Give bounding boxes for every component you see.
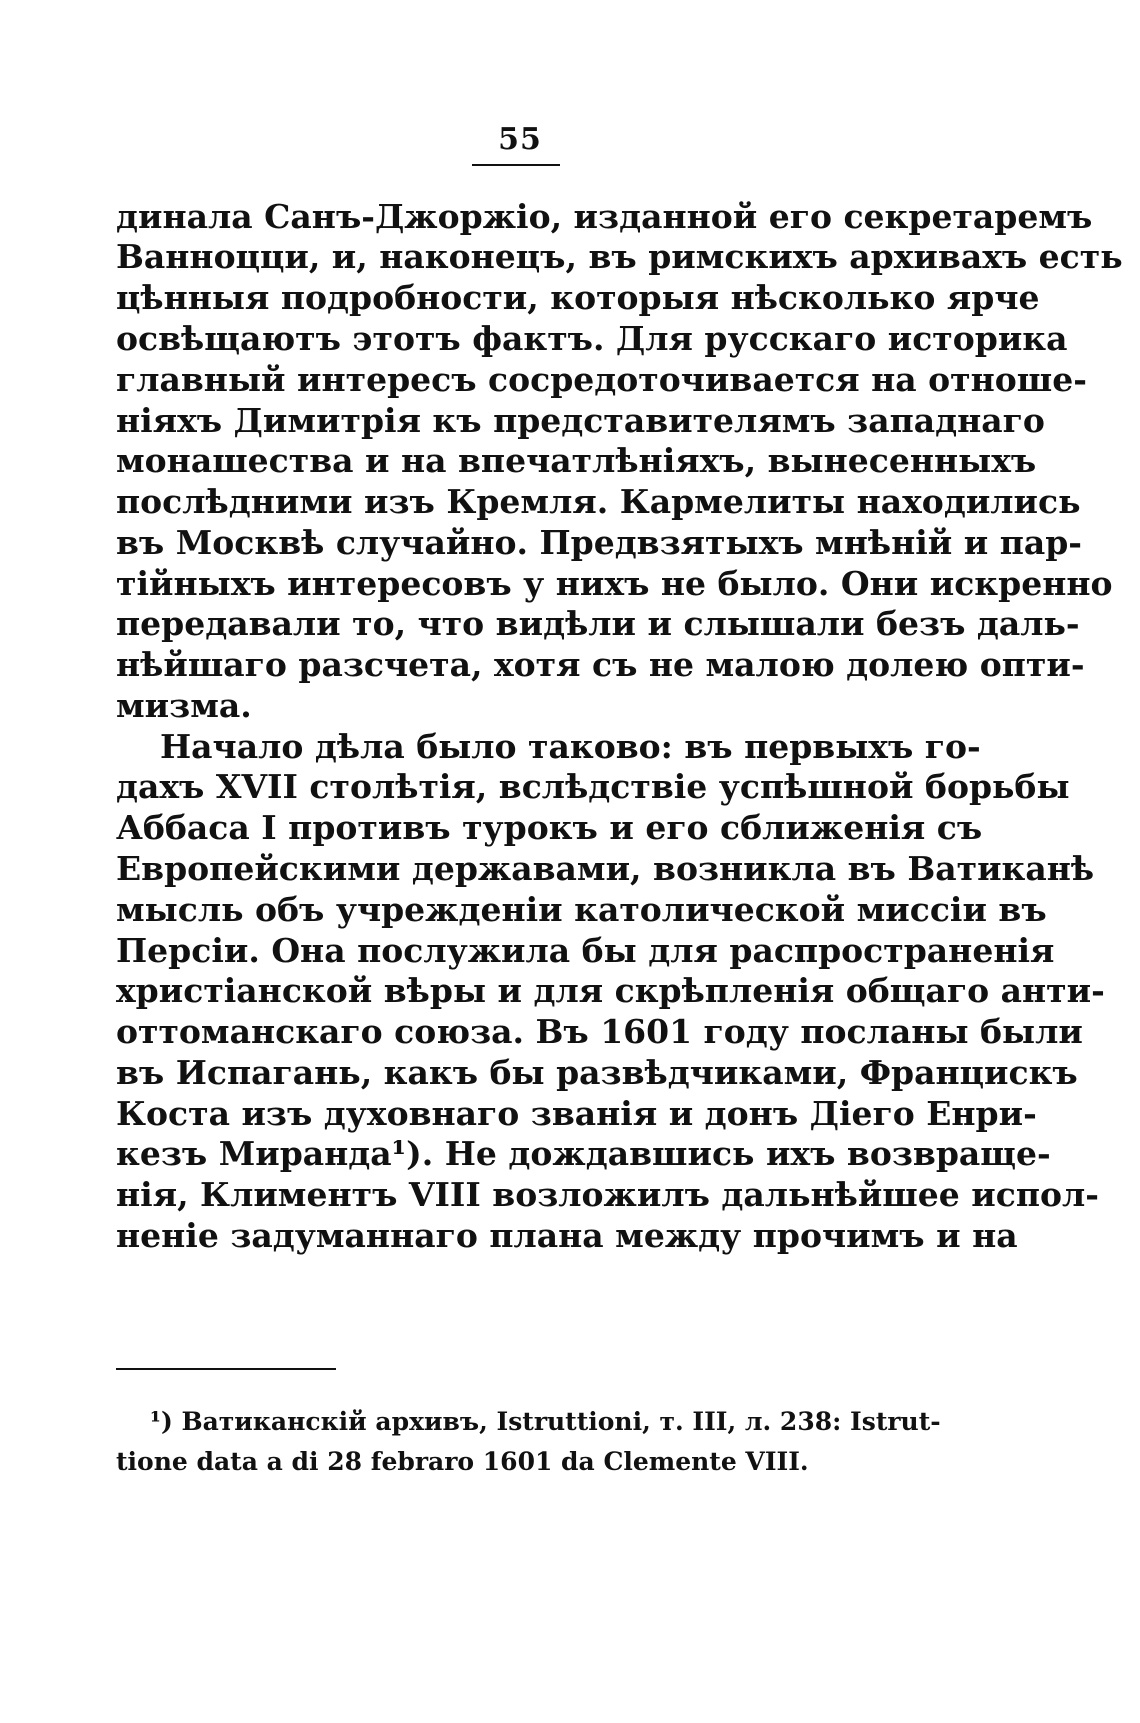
page-number-rule — [472, 164, 560, 166]
footnote-line: ¹) Ватиканскій архивъ, Istruttioni, т. III, л. 238: Istrut- — [150, 1407, 941, 1436]
body-line: тійныхъ интересовъ у нихъ не было. Они искренно — [116, 564, 1113, 603]
page-number: 55 — [498, 122, 542, 157]
body-line: въ Москвѣ случайно. Предвзятыхъ мнѣній и пар- — [116, 523, 1083, 562]
body-line: христіанской вѣры и для скрѣпленія общаго анти- — [116, 971, 1105, 1010]
body-line: цѣнныя подробности, которыя нѣсколько ярче — [116, 278, 1040, 317]
body-line: дахъ XVII столѣтія, вслѣдствіе успѣшной борьбы — [116, 767, 1070, 806]
body-line: мысль объ учрежденіи католической миссіи въ — [116, 890, 1047, 929]
footnote-rule — [116, 1368, 336, 1370]
body-line: нія, Климентъ VIII возложилъ дальнѣйшее испол- — [116, 1175, 1099, 1214]
body-line: Персіи. Она послужила бы для распространенія — [116, 931, 1055, 970]
body-line: кезъ Миранда¹). Не дождавшись ихъ возвраще- — [116, 1134, 1051, 1173]
body-line: передавали то, что видѣли и слышали безъ даль- — [116, 604, 1080, 643]
body-line: послѣдними изъ Кремля. Кармелиты находились — [116, 482, 1081, 521]
body-line: динала Санъ-Джоржіо, изданной его секретаремъ — [116, 197, 1093, 236]
footnote-line: tione data a di 28 febraro 1601 da Clemente VIII. — [116, 1447, 809, 1476]
body-line: Европейскими державами, возникла въ Ватиканѣ — [116, 849, 1095, 888]
body-line: въ Испагань, какъ бы развѣдчиками, Францискъ — [116, 1053, 1078, 1092]
body-line: главный интересъ сосредоточивается на отноше- — [116, 360, 1087, 399]
body-line: монашества и на впечатлѣніяхъ, вынесенныхъ — [116, 441, 1037, 480]
body-line: мизма. — [116, 686, 252, 725]
body-line: оттоманскаго союза. Въ 1601 году посланы были — [116, 1012, 1083, 1051]
body-line: Начало дѣла было таково: въ первыхъ го- — [160, 727, 981, 766]
body-line: ніяхъ Димитрія къ представителямъ западнаго — [116, 401, 1045, 440]
body-line: Коста изъ духовнаго званія и донъ Діего Енри- — [116, 1094, 1037, 1133]
body-line: неніе задуманнаго плана между прочимъ и на — [116, 1216, 1018, 1255]
body-line: Аббаса I противъ турокъ и его сближенія съ — [116, 808, 983, 847]
body-line: освѣщаютъ этотъ фактъ. Для русскаго историка — [116, 319, 1068, 358]
body-line: нѣйшаго разсчета, хотя съ не малою долею опти- — [116, 645, 1085, 684]
body-line: Ванноцци, и, наконецъ, въ римскихъ архивахъ есть — [116, 237, 1123, 276]
